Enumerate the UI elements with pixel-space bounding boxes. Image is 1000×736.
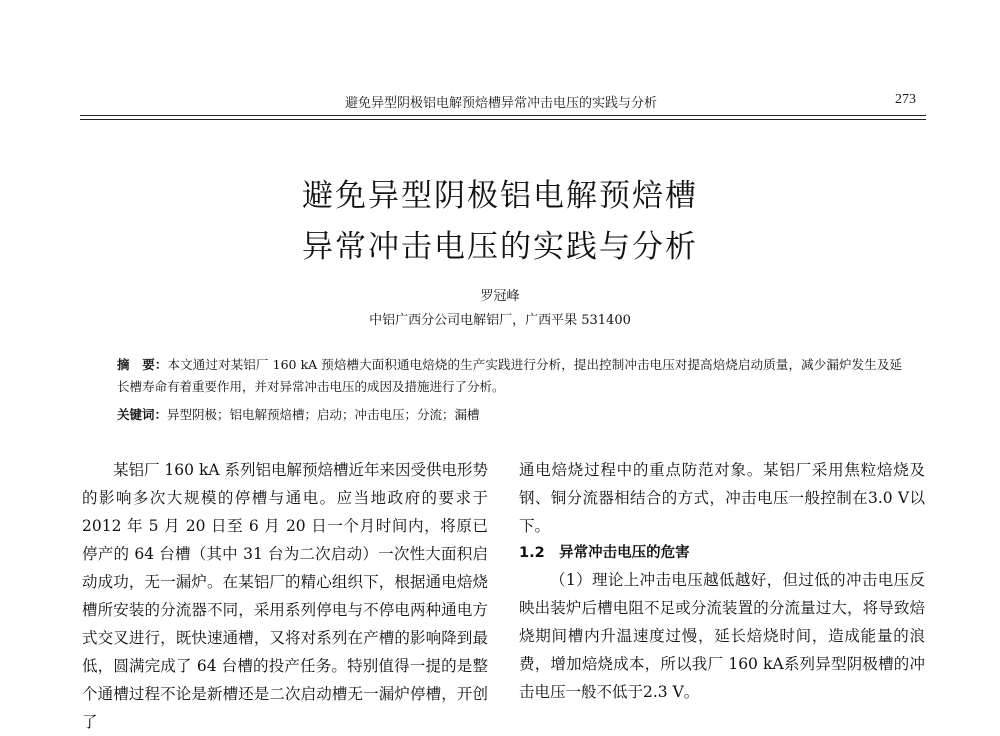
keywords-text: 异型阴极；铝电解预焙槽；启动；冲击电压；分流；漏槽 [167, 407, 480, 422]
body-paragraph: 通电焙烧过程中的重点防范对象。某铝厂采用焦粒焙烧及钢、铜分流器相结合的方式，冲击电压一般控制在3.0 V以下。 [519, 461, 925, 535]
abstract-label: 摘 要： [117, 357, 168, 372]
keywords-label: 关键词： [117, 407, 168, 422]
abstract-text: 本文通过对某铝厂 160 kA 预焙槽大面积通电焙烧的生产实践进行分析，提出控制冲击电压对提高焙烧启动质量，减少漏炉发生及延长槽寿命有着重要作用，并对异常冲击电压的成因及措施进行了分析。 [117, 357, 902, 394]
header-rule-bottom [80, 119, 926, 120]
author-affiliation: 中铝广西分公司电解铝厂，广西平果 531400 [369, 313, 631, 328]
running-title: 避免异型阴极铝电解预焙槽异常冲击电压的实践与分析 [344, 96, 657, 111]
body-column-left [82, 456, 488, 736]
paper-title-line-2: 异常冲击电压的实践与分析 [302, 229, 698, 265]
body-paragraph: （1）理论上冲击电压越低越好，但过低的冲击电压反映出装炉后槽电阻不足或分流装置的分流量过大，将导致焙烧期间槽内升温速度过慢，延长焙烧时间，造成能量的浪费，增加焙烧成本，所以我厂 160 kA系列异型阴极槽的冲击电压一般不低于2.3 V。 [519, 571, 925, 701]
header-rule-top [80, 115, 926, 116]
author-name: 罗冠峰 [480, 289, 520, 304]
body-column-right [519, 456, 925, 706]
paper-title-line-1: 避免异型阴极铝电解预焙槽 [302, 178, 698, 214]
body-paragraph: 某铝厂 160 kA 系列铝电解预焙槽近年来因受供电形势的影响多次大规模的停槽与通电。应当地政府的要求于 2012 年 5 月 20 日至 6 月 20 日一个月时间内，将原已停产的 64 台槽（其中 31 台为二次启动）一次性大面积启动成功，无一漏炉。在某铝厂的精心组织下，根据通电焙烧槽所安装的分流器不同，采用系列停电与不停电两种通电方式交叉进行，既快速通槽，又将对系列在产槽的影响降到最低，圆满完成了 64 台槽的投产任务。特别值得一提的是整个通槽过程不论是新槽还是二次启动槽无一漏炉停槽，开创了 [82, 461, 488, 731]
abstract [117, 354, 902, 398]
keywords [117, 404, 902, 426]
running-header [80, 92, 922, 114]
page-number: 273 [895, 92, 916, 107]
section-heading: 1.2 异常冲击电压的危害 [519, 545, 690, 561]
